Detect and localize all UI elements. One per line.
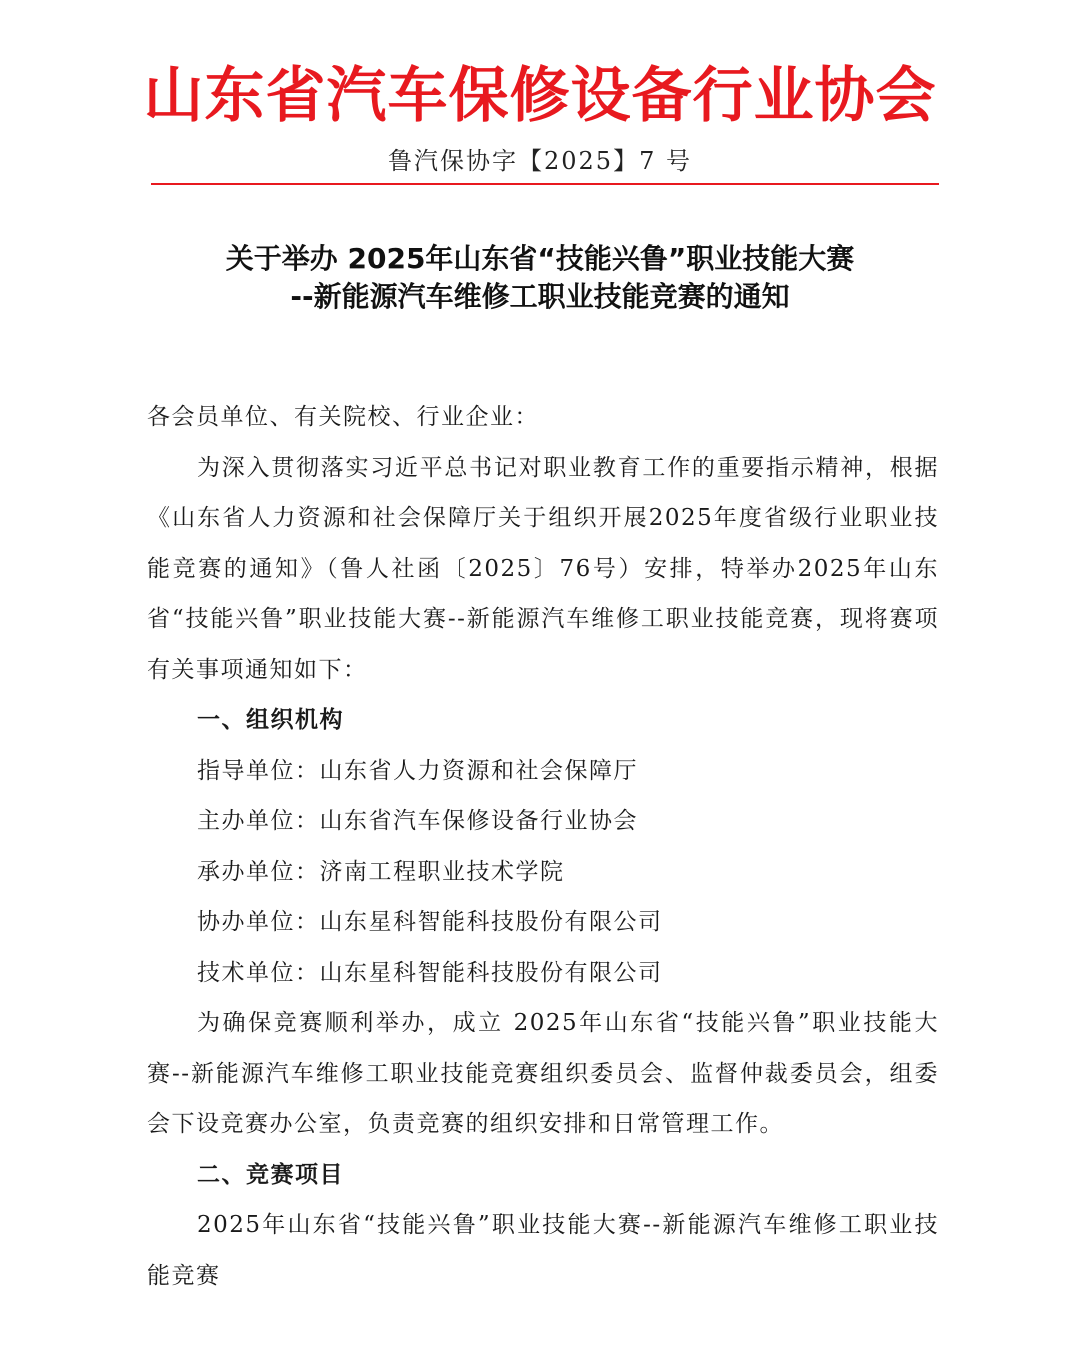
org-row-label: 承办单位：: [197, 858, 320, 885]
org-row-label: 协办单位：: [197, 909, 320, 935]
section-heading-competition: 二、竞赛项目: [197, 1161, 344, 1188]
org-row-technical: [147, 948, 939, 999]
notice-title: [0, 240, 1080, 316]
org-row-organizer: [147, 847, 939, 898]
org-row-host: [147, 796, 939, 847]
salutation: 各会员单位、有关院校、行业企业：: [147, 404, 539, 430]
org-row-label: 主办单位：: [197, 808, 320, 834]
org-row-label: 指导单位：: [197, 757, 320, 784]
document-number: 鲁汽保协字【2025】7 号: [388, 147, 692, 175]
org-row-value: 山东星科智能科技股份有限公司: [319, 959, 663, 986]
org-letterhead-title: 山东省汽车保修设备行业协会: [143, 61, 937, 131]
notice-title-line-2: --新能源汽车维修工职业技能竞赛的通知: [290, 280, 790, 313]
notice-title-line-1: 关于举办 2025年山东省“技能兴鲁”职业技能大赛: [225, 242, 855, 275]
org-row-value: 山东省人力资源和社会保障厅: [319, 757, 638, 784]
competition-paragraph: 2025年山东省“技能兴鲁”职业技能大赛--新能源汽车维修工职业技能竞赛: [147, 1212, 939, 1289]
section-heading-organization: 一、组织机构: [197, 707, 344, 733]
org-row-guidance: [147, 746, 939, 797]
org-row-value: 山东省汽车保修设备行业协会: [319, 808, 638, 834]
letterhead-divider: [151, 183, 939, 185]
org-row-value: 济南工程职业技术学院: [319, 858, 565, 885]
org-row-co-organizer: [147, 897, 939, 948]
intro-paragraph: 为深入贯彻落实习近平总书记对职业教育工作的重要指示精神，根据《山东省人力资源和社会保障厅关于组织开展2025年度省级行业职业技能竞赛的通知》（鲁人社函〔2025〕76号）安排，特举办2025年山东省“技能兴鲁”职业技能大赛--新能源汽车维修工职业技能竞赛，现将赛项有关事项通知如下：: [147, 454, 939, 683]
org-row-value: 山东星科智能科技股份有限公司: [319, 909, 663, 935]
org-row-label: 技术单位：: [197, 959, 320, 986]
committee-paragraph: 为确保竞赛顺利举办，成立 2025年山东省“技能兴鲁”职业技能大赛--新能源汽车维修工职业技能竞赛组织委员会、监督仲裁委员会，组委会下设竞赛办公室，负责竞赛的组织安排和日常管理工作。: [147, 1010, 939, 1137]
document-body: [147, 392, 939, 1301]
